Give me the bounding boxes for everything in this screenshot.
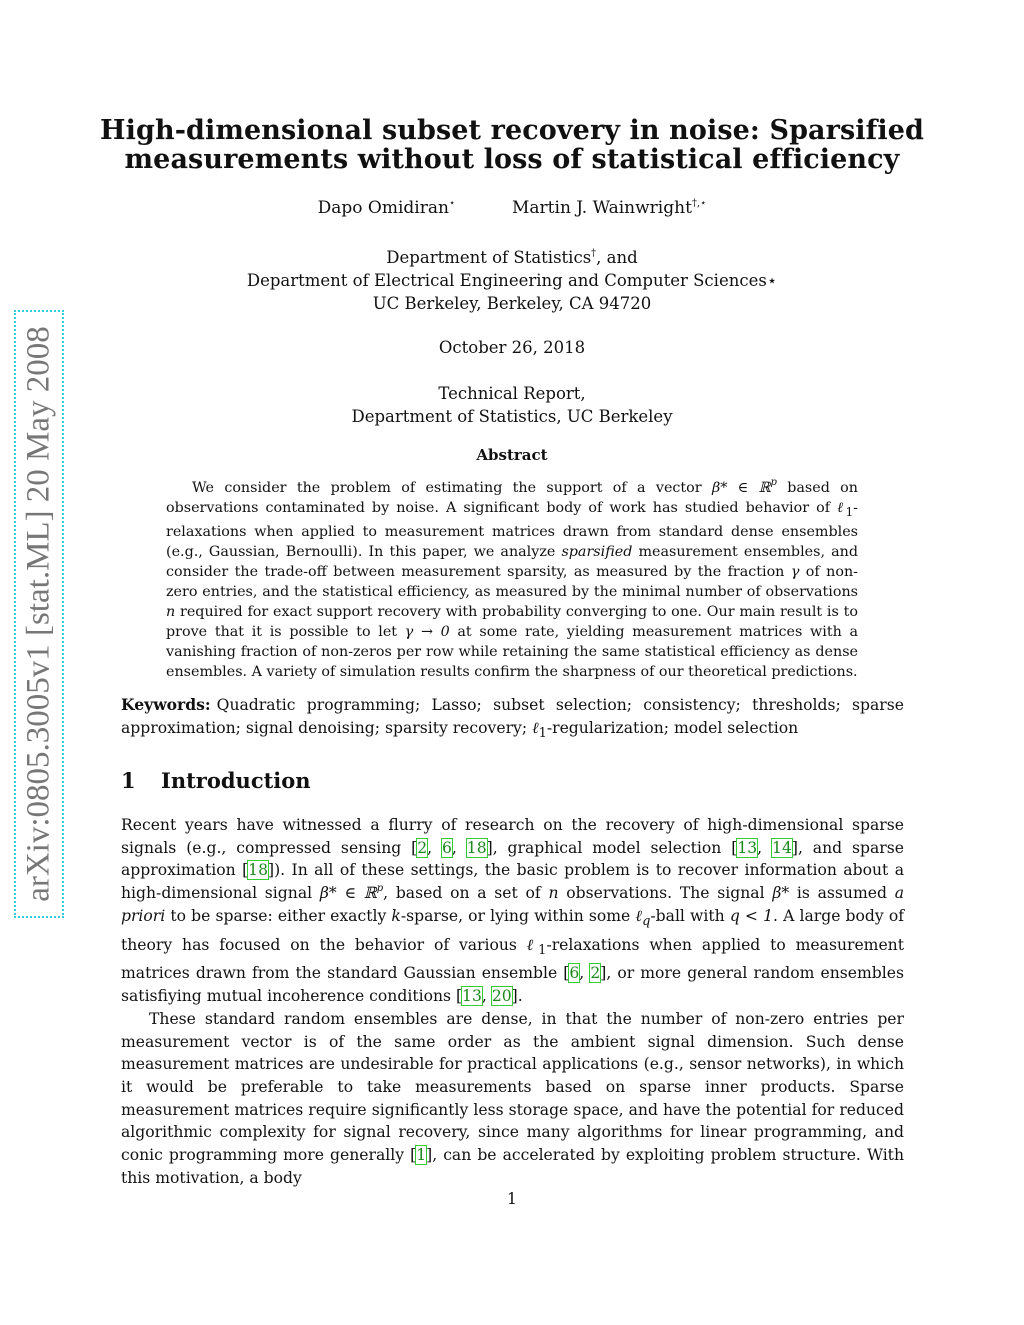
section-number: 1 <box>121 768 136 793</box>
author-list <box>0 198 1024 218</box>
author-1-mark: ⋆ <box>448 198 456 209</box>
report-info <box>0 382 1024 428</box>
citation-link[interactable]: 2 <box>590 964 601 983</box>
citation-link[interactable]: 1 <box>416 1146 427 1165</box>
author-1: Dapo Omidiran <box>317 198 449 218</box>
citation-link[interactable]: 18 <box>466 838 487 857</box>
author-2: Martin J. Wainwright <box>512 198 692 218</box>
intro-paragraph-1: Recent years have witnessed a flurry of research on the recovery of high-dimensional sparse signals (e.g., compressed sensing [2, 6, 18], graphical model selection [13, 14], and sparse approximation [18]). In all of these settings, the basic problem is to recover information about a high-dimensional signal β* ∈ ℝ$^p$, based on a set of n observations. The signal β* is assumed a priori to be sparse: either exactly k-sparse, or lying within some ℓ$_q$-ball with q < 1. A large body of theory has focused on the behavior of various ℓ$_1$-relaxations when applied to measurement matrices drawn from the standard Gaussian ensemble [6, 2], or more general random ensembles satisfiying mutual incoherence conditions [13, 20]. <box>121 816 905 1006</box>
arxiv-identifier: arXiv:0805.3005v1 [stat.ML] 20 May 2008 <box>20 326 57 902</box>
citation-link[interactable]: 6 <box>442 838 452 857</box>
abstract-body <box>166 478 858 682</box>
introduction-body <box>121 814 904 1189</box>
paper-title <box>0 116 1024 174</box>
section-title: Introduction <box>161 768 311 793</box>
affiliation-3: UC Berkeley, Berkeley, CA 94720 <box>372 294 652 313</box>
author-2-mark: †,⋆ <box>691 198 707 209</box>
keywords-label: Keywords: <box>121 695 211 714</box>
intro-paragraph-2: These standard random ensembles are dense, in that the number of non-zero entries per measurement vector is of the same order as the ambient signal dimension. Such dense measurement matrices are undesirable for practical applications (e.g., sensor networks), in which it would be preferable to take measurements based on sparse inner products. Sparse measurement matrices require significantly less storage space, and have the potential for reduced algorithmic complexity for signal recovery, since many algorithms for linear programming, and conic programming more generally [1], can be accelerated by exploiting problem structure. With this motivation, a body <box>121 1009 904 1187</box>
title-line-2: measurements without loss of statistical efficiency <box>124 144 900 175</box>
citation-link[interactable]: 14 <box>772 838 792 857</box>
abstract-heading: Abstract <box>476 446 548 464</box>
abstract-paragraph: We consider the problem of estimating the support of a vector β* ∈ ℝ$^p$ based on observations contaminated by noise. A significant body of work has studied behavior of ℓ$_1$-relaxations when applied to measurement matrices drawn from standard dense ensembles (e.g., Gaussian, Bernoulli). In this paper, we analyze sparsified measurement ensembles, and consider the trade-off between measurement sparsity, as measured by the fraction γ of non-zero entries, and the statistical efficiency, as measured by the minimal number of observations n required for exact support recovery with probability converging to one. Our main result is to prove that it is possible to let γ → 0 at some rate, yielding measurement matrices with a vanishing fraction of non-zeros per row while retaining the same statistical efficiency as dense ensembles. A variety of simulation results confirm the sharpness of our theoretical predictions. <box>166 477 858 680</box>
title-line-1: High-dimensional subset recovery in noise: Sparsified <box>100 115 924 146</box>
report-line-2: Department of Statistics, UC Berkeley <box>351 407 673 426</box>
citation-link[interactable]: 13 <box>462 987 482 1006</box>
keywords: Keywords: Quadratic programming; Lasso; subset selection; consistency; thresholds; sparse approximation; signal denoising; sparsity recovery; ℓ$_1$-regularization; model selection <box>121 695 904 742</box>
affiliation-2: Department of Electrical Engineering and Computer Sciences⋆ <box>246 271 778 290</box>
page-number: 1 <box>507 1190 517 1208</box>
citation-link[interactable]: 18 <box>248 861 268 880</box>
citation-link[interactable]: 20 <box>491 987 512 1006</box>
citation-link[interactable]: 6 <box>569 964 580 983</box>
affiliation-1: Department of Statistics†, and <box>386 248 638 267</box>
citation-link[interactable]: 2 <box>417 838 428 857</box>
affiliations <box>0 246 1024 315</box>
citation-link[interactable]: 13 <box>737 838 758 857</box>
section-heading-introduction <box>121 768 311 793</box>
report-line-1: Technical Report, <box>438 384 586 403</box>
paper-date: October 26, 2018 <box>438 338 586 357</box>
